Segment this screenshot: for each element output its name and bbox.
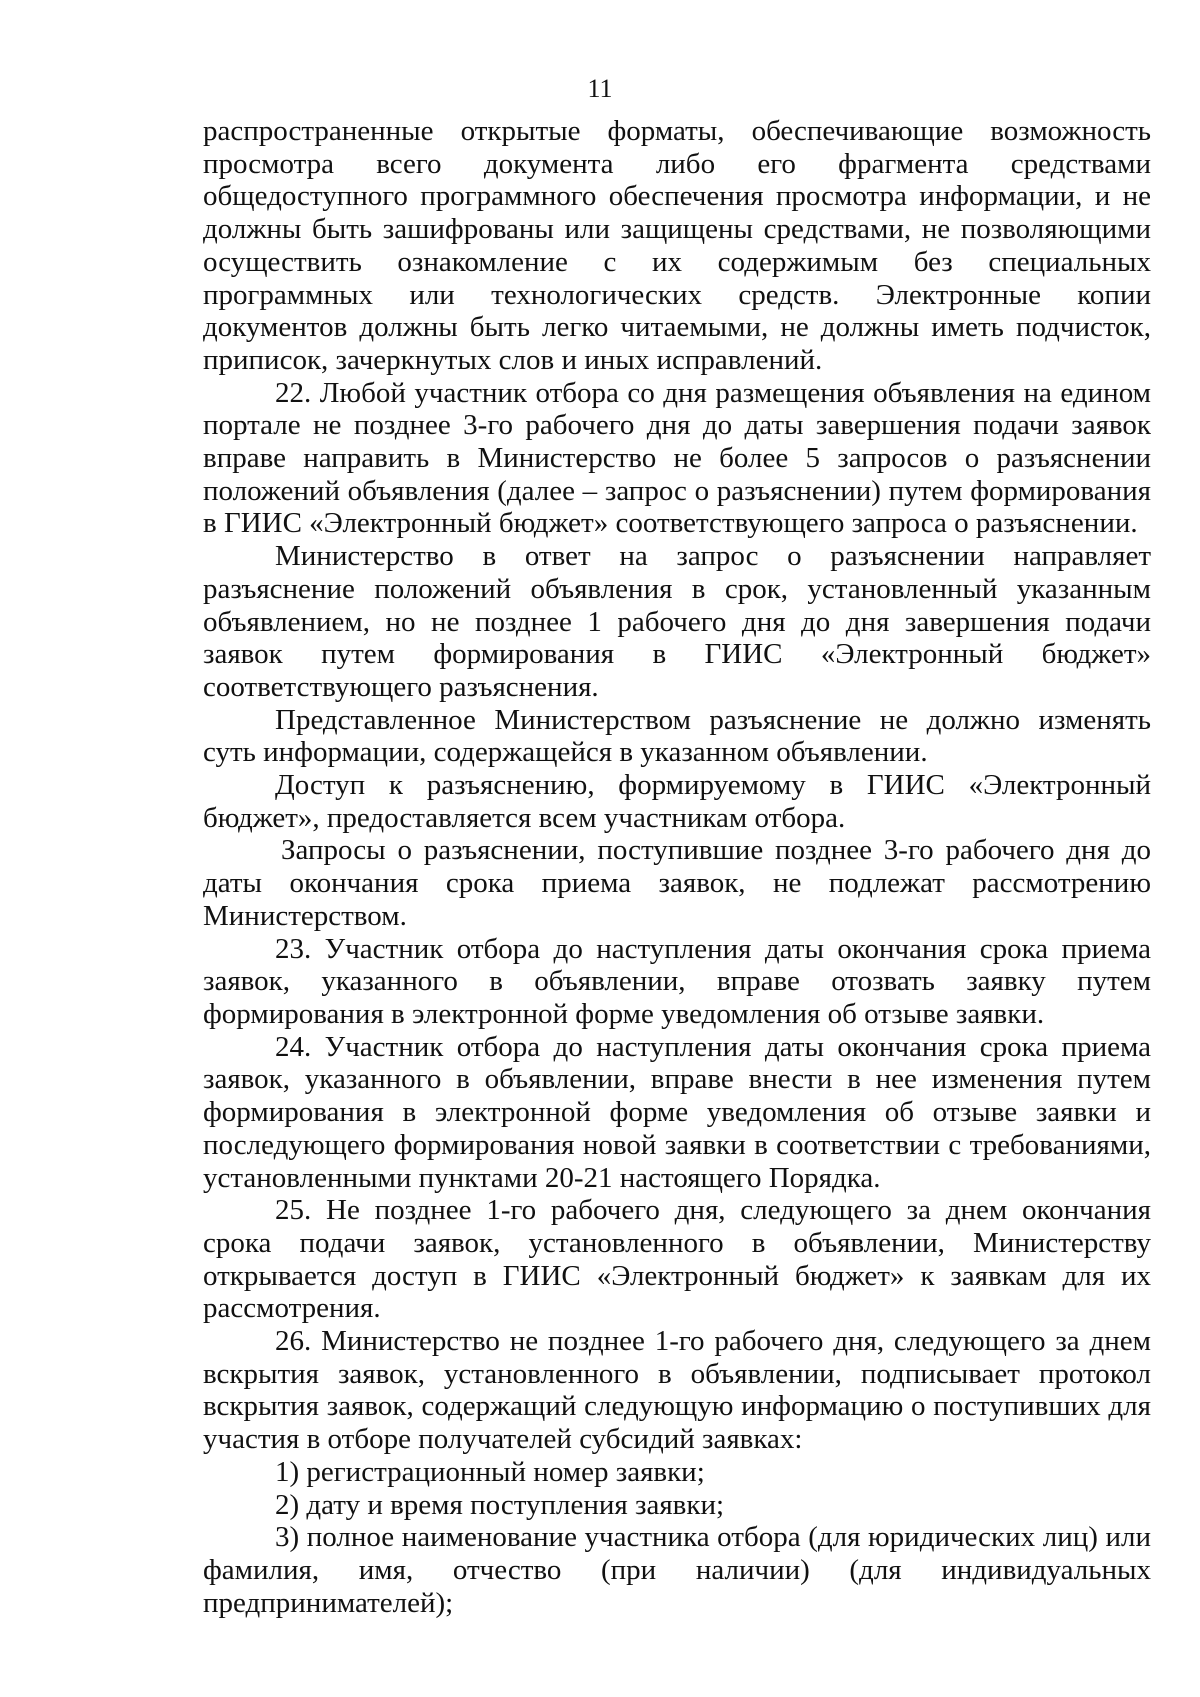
paragraph-continuation: распространенные открытые форматы, обеспечивающие возможность просмотра всего документа либо его фрагмента средствами общедоступного программного обеспечения просмотра информации, и не должны быть зашифрованы или защищены средствами, не позволяющими осуществить ознакомление с их содержимым без специальных программных или технологических средств. Электронные копии документов должны быть легко читаемыми, не должны иметь подчисток, приписок, зачеркнутых слов и иных исправлений. <box>203 115 1151 376</box>
list-item-participant-name: 3) полное наименование участника отбора (для юридических лиц) или фамилия, имя, отчество (при наличии) (для индивидуальных предпринимателей); <box>203 1521 1151 1619</box>
paragraph-clause-24: 24. Участник отбора до наступления даты окончания срока приема заявок, указанного в объявлении, вправе внести в нее изменения путем формирования в электронной форме уведомления об отзыве заявки и последующего формирования новой заявки в соответствии с требованиями, установленными пунктами 20-21 настоящего Порядка. <box>203 1030 1151 1194</box>
page-number: 11 <box>587 74 613 103</box>
paragraph-clause-25: 25. Не позднее 1-го рабочего дня, следующего за днем окончания срока подачи заявок, установленного в объявлении, Министерству открывается доступ в ГИИС «Электронный бюджет» к заявкам для их рассмотрения. <box>203 1194 1151 1325</box>
paragraph-clause-22: 22. Любой участник отбора со дня размещения объявления на едином портале не позднее 3-го рабочего дня до даты завершения подачи заявок вправе направить в Министерство не более 5 запросов о разъяснении положений объявления (далее – запрос о разъяснении) путем формирования в ГИИС «Электронный бюджет» соответствующего запроса о разъяснении. <box>203 376 1151 540</box>
paragraph-ministry-response: Министерство в ответ на запрос о разъяснении направляет разъяснение положений объявления в срок, установленный указанным объявлением, но не позднее 1 рабочего дня до дня завершения подачи заявок путем формирования в ГИИС «Электронный бюджет» соответствующего разъяснения. <box>203 540 1151 703</box>
document-body <box>203 115 1151 1619</box>
paragraph-late-requests: Запросы о разъяснении, поступившие позднее 3-го рабочего дня до даты окончания срока приема заявок, не подлежат рассмотрению Министерством. <box>203 834 1151 932</box>
paragraph-explanation-scope: Представленное Министерством разъяснение не должно изменять суть информации, содержащейся в указанном объявлении. <box>203 703 1151 769</box>
paragraph-explanation-access: Доступ к разъяснению, формируемому в ГИИС «Электронный бюджет», предоставляется всем участникам отбора. <box>203 769 1151 834</box>
list-item-registration-number: 1) регистрационный номер заявки; <box>275 1455 705 1488</box>
paragraph-clause-23: 23. Участник отбора до наступления даты окончания срока приема заявок, указанного в объявлении, вправе отозвать заявку путем формирования в электронной форме уведомления об отзыве заявки. <box>203 932 1151 1030</box>
list-item-date-time: 2) дату и время поступления заявки; <box>275 1488 725 1521</box>
paragraph-clause-26: 26. Министерство не позднее 1-го рабочего дня, следующего за днем вскрытия заявок, установленного в объявлении, подписывает протокол вскрытия заявок, содержащий следующую информацию о поступивших для участия в отборе получателей субсидий заявках: <box>203 1325 1151 1456</box>
